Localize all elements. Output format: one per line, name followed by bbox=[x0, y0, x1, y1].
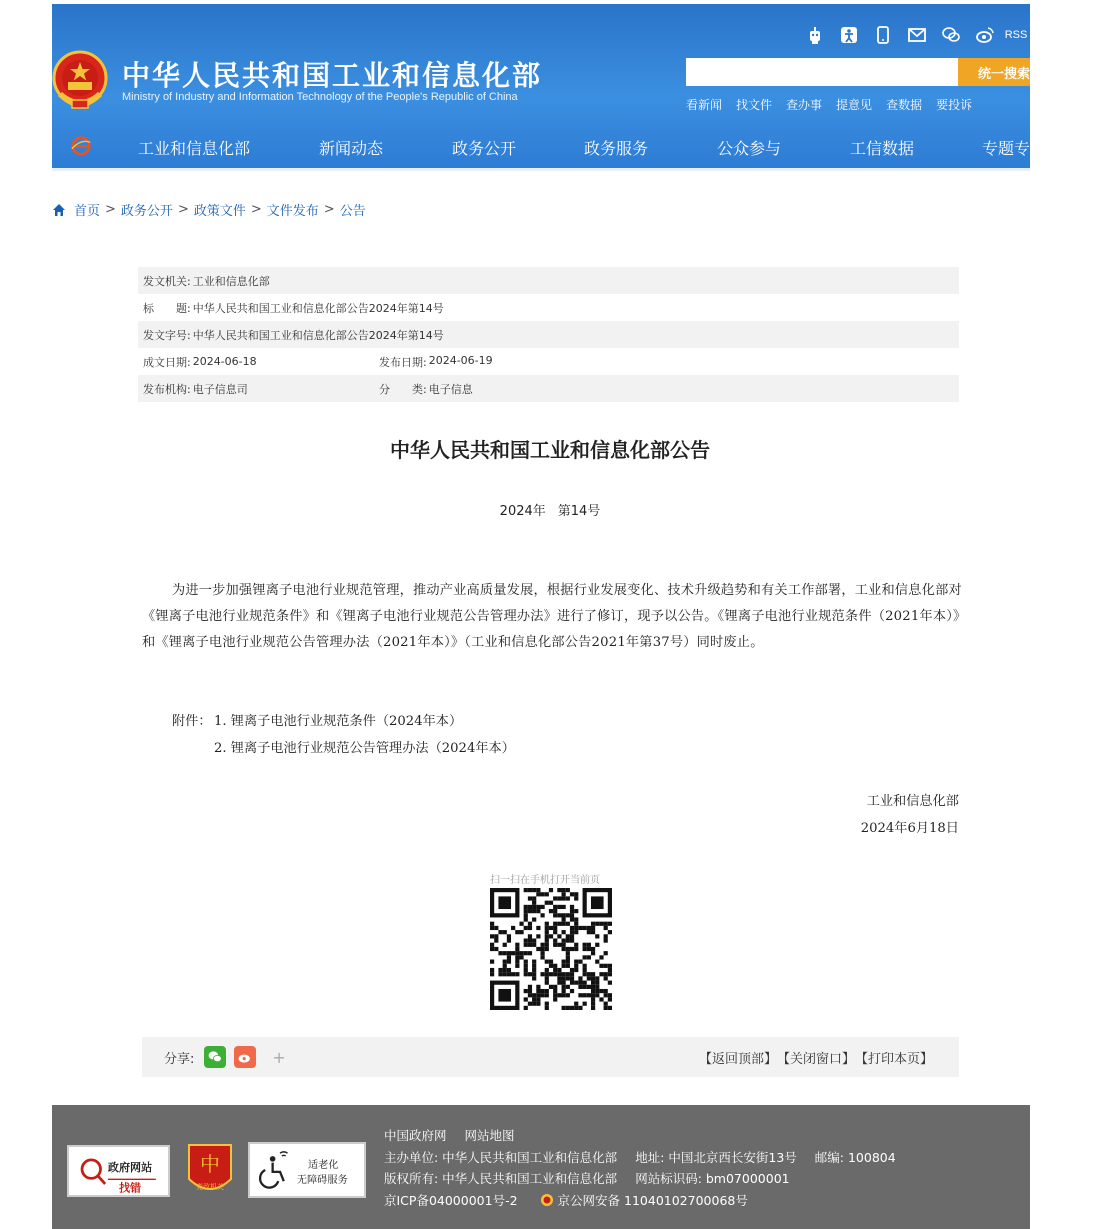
footer-links bbox=[384, 1125, 914, 1147]
footer-police-record[interactable]: 京公网安备 11040102700068号 bbox=[557, 1192, 748, 1208]
breadcrumb-home[interactable]: 首页 bbox=[74, 204, 101, 219]
home-icon bbox=[52, 203, 66, 217]
breadcrumb-separator: > bbox=[177, 202, 189, 217]
meta-value-title: 中华人民共和国工业和信息化部公告2024年第14号 bbox=[192, 301, 444, 315]
badge-gov-line1: 政府网站 bbox=[107, 1161, 153, 1174]
doc-number-value: 第14号 bbox=[557, 504, 601, 519]
rss-link[interactable]: RSS bbox=[1004, 29, 1028, 41]
quick-link-data[interactable]: 查数据 bbox=[886, 98, 923, 112]
meta-value-published: 2024-06-19 bbox=[428, 353, 493, 367]
share-bar bbox=[142, 1037, 959, 1077]
top-icon-bar bbox=[798, 22, 1030, 48]
meta-label: 发布日期: bbox=[379, 355, 427, 369]
site-footer bbox=[52, 1105, 1030, 1229]
meta-row-dates bbox=[138, 348, 959, 375]
quick-link-news[interactable]: 看新闻 bbox=[686, 98, 723, 112]
attachment-link-2[interactable]: 2. 锂离子电池行业规范公告管理办法（2024年本） bbox=[214, 741, 515, 756]
breadcrumb bbox=[52, 200, 366, 219]
footer-address: 地址: 中国北京西长安街13号 bbox=[635, 1149, 797, 1165]
footer-host-line bbox=[384, 1147, 914, 1169]
footer-copyright: 版权所有: 中华人民共和国工业和信息化部 bbox=[384, 1171, 618, 1186]
attachment-item bbox=[172, 708, 515, 735]
signature-block bbox=[861, 788, 959, 842]
mail-icon[interactable] bbox=[900, 22, 934, 48]
breadcrumb-file-release[interactable]: 文件发布 bbox=[266, 204, 319, 219]
meta-label: 发文字号: bbox=[143, 328, 191, 342]
nav-item-ministry[interactable]: 工业和信息化部 bbox=[138, 139, 251, 158]
article-body: 为进一步加强锂离子电池行业规范管理，推动产业高质量发展，根据行业发展变化、技术升级趋势和有关工作部署，工业和信息化部对《锂离子电池行业规范条件》和《锂离子电池行业规范公告管理办法》进行了修订，现予以公告。《锂离子电池行业规范条件（2021年本）》和《锂离子电池行业规范公告管理办法（2021年本）》（工业和信息化部公告2021年第37号）同时废止。 bbox=[142, 583, 962, 650]
footer-link-gov[interactable]: 中国政府网 bbox=[384, 1128, 447, 1143]
meta-value-created: 2024-06-18 bbox=[192, 355, 257, 368]
mobile-icon[interactable] bbox=[866, 22, 900, 48]
attachments bbox=[172, 708, 515, 762]
sign-date: 2024年6月18日 bbox=[860, 821, 959, 836]
attachment-item bbox=[172, 735, 515, 762]
svg-text:中: 中 bbox=[200, 1152, 220, 1176]
badge-access-line1: 适老化 bbox=[307, 1160, 339, 1172]
quick-link-services[interactable]: 查办事 bbox=[786, 98, 823, 112]
document-meta-table bbox=[138, 267, 959, 402]
breadcrumb-separator: > bbox=[323, 202, 335, 217]
attachment-link-1[interactable]: 1. 锂离子电池行业规范条件（2024年本） bbox=[214, 714, 463, 729]
weibo-icon[interactable] bbox=[968, 22, 1002, 48]
site-subtitle-en: Ministry of Industry and Information Technology of the People's Republic of China bbox=[122, 91, 518, 103]
site-title[interactable]: 中华人民共和国工业和信息化部 bbox=[122, 59, 543, 92]
ie-logo-icon[interactable] bbox=[58, 126, 104, 166]
badge-access-line2: 无障碍服务 bbox=[296, 1175, 348, 1186]
badge-gov-line2: 找错 bbox=[118, 1181, 142, 1195]
breadcrumb-separator: > bbox=[105, 202, 116, 217]
meta-value-issuer: 工业和信息化部 bbox=[192, 274, 270, 288]
breadcrumb-policy-files[interactable]: 政策文件 bbox=[193, 204, 246, 219]
breadcrumb-separator: > bbox=[250, 202, 262, 217]
site-header bbox=[52, 4, 1047, 171]
footer-site-id: 网站标识码: bm07000001 bbox=[635, 1171, 790, 1186]
wechat-icon[interactable] bbox=[934, 22, 968, 48]
footer-postcode: 邮编: 100804 bbox=[814, 1149, 896, 1165]
elderly-accessibility-badge[interactable] bbox=[248, 1142, 366, 1198]
meta-row-org bbox=[138, 375, 959, 402]
badge-party-text: 党政机关 bbox=[196, 1183, 224, 1191]
party-gov-badge[interactable] bbox=[185, 1141, 235, 1199]
page-actions bbox=[699, 1048, 933, 1067]
quick-link-complaint[interactable]: 要投诉 bbox=[936, 98, 973, 112]
wechat-share-icon[interactable] bbox=[204, 1046, 226, 1068]
footer-host: 主办单位: 中华人民共和国工业和信息化部 bbox=[384, 1149, 618, 1165]
footer-link-sitemap[interactable]: 网站地图 bbox=[464, 1128, 515, 1143]
footer-copyright-line bbox=[384, 1168, 914, 1190]
nav-item-topics[interactable]: 专题专栏 bbox=[982, 139, 1047, 158]
meta-category bbox=[374, 381, 473, 397]
nav-item-gov-services[interactable]: 政务服务 bbox=[584, 139, 649, 158]
nav-item-public[interactable]: 公众参与 bbox=[717, 139, 782, 158]
meta-published bbox=[374, 354, 493, 370]
nav-item-news[interactable]: 新闻动态 bbox=[319, 139, 384, 158]
breadcrumb-gov-affairs[interactable]: 政务公开 bbox=[120, 204, 173, 219]
police-badge-icon bbox=[540, 1193, 554, 1207]
signer-name: 工业和信息化部 bbox=[866, 794, 959, 809]
qr-caption: 扫一扫在手机打开当前页 bbox=[490, 875, 600, 886]
doc-year: 2024年 bbox=[499, 504, 546, 519]
meta-value-docno: 中华人民共和国工业和信息化部公告2024年第14号 bbox=[192, 328, 444, 342]
meta-label: 标 题: bbox=[143, 301, 191, 315]
article-title: 中华人民共和国工业和信息化部公告 bbox=[390, 438, 710, 462]
main-nav bbox=[52, 126, 1047, 166]
attachment-label: 附件： bbox=[172, 714, 212, 729]
qr-code-icon bbox=[490, 888, 612, 1010]
meta-label: 成文日期: bbox=[143, 355, 191, 369]
search-button[interactable]: 统一搜索 bbox=[958, 58, 1030, 86]
meta-label: 发文机关: bbox=[143, 274, 191, 288]
nav-item-data[interactable]: 工信数据 bbox=[850, 139, 915, 158]
print-page-button[interactable]: 【打印本页】 bbox=[854, 1052, 933, 1067]
meta-row-issuer bbox=[138, 267, 959, 294]
footer-icp[interactable]: 京ICP备04000001号-2 bbox=[384, 1192, 518, 1208]
meta-value-category: 电子信息 bbox=[428, 382, 473, 396]
back-to-top-button[interactable]: 【返回顶部】 bbox=[698, 1052, 777, 1067]
search-input[interactable] bbox=[686, 58, 958, 86]
share-label: 分享: bbox=[164, 1051, 195, 1067]
share-more-button[interactable]: + bbox=[272, 1047, 286, 1067]
meta-label: 分 类: bbox=[379, 382, 427, 396]
quick-links bbox=[686, 96, 972, 113]
article-doc-number bbox=[0, 500, 1100, 519]
nav-item-gov-affairs[interactable]: 政务公开 bbox=[452, 139, 517, 158]
weibo-share-icon[interactable] bbox=[234, 1046, 256, 1068]
footer-info bbox=[384, 1125, 914, 1211]
meta-value-org: 电子信息司 bbox=[192, 382, 248, 396]
footer-icp-line bbox=[384, 1190, 914, 1212]
meta-row-title bbox=[138, 294, 959, 321]
close-window-button[interactable]: 【关闭窗口】 bbox=[776, 1052, 855, 1067]
accessibility-icon[interactable] bbox=[832, 22, 866, 48]
quick-link-feedback[interactable]: 提意见 bbox=[836, 98, 873, 112]
meta-row-docno bbox=[138, 321, 959, 348]
robot-icon[interactable] bbox=[798, 22, 832, 48]
meta-label: 发布机构: bbox=[143, 382, 191, 396]
breadcrumb-announcement[interactable]: 公告 bbox=[339, 204, 366, 219]
gov-site-error-badge[interactable] bbox=[67, 1145, 170, 1197]
quick-link-files[interactable]: 找文件 bbox=[736, 98, 773, 112]
national-emblem-icon[interactable] bbox=[52, 48, 108, 114]
